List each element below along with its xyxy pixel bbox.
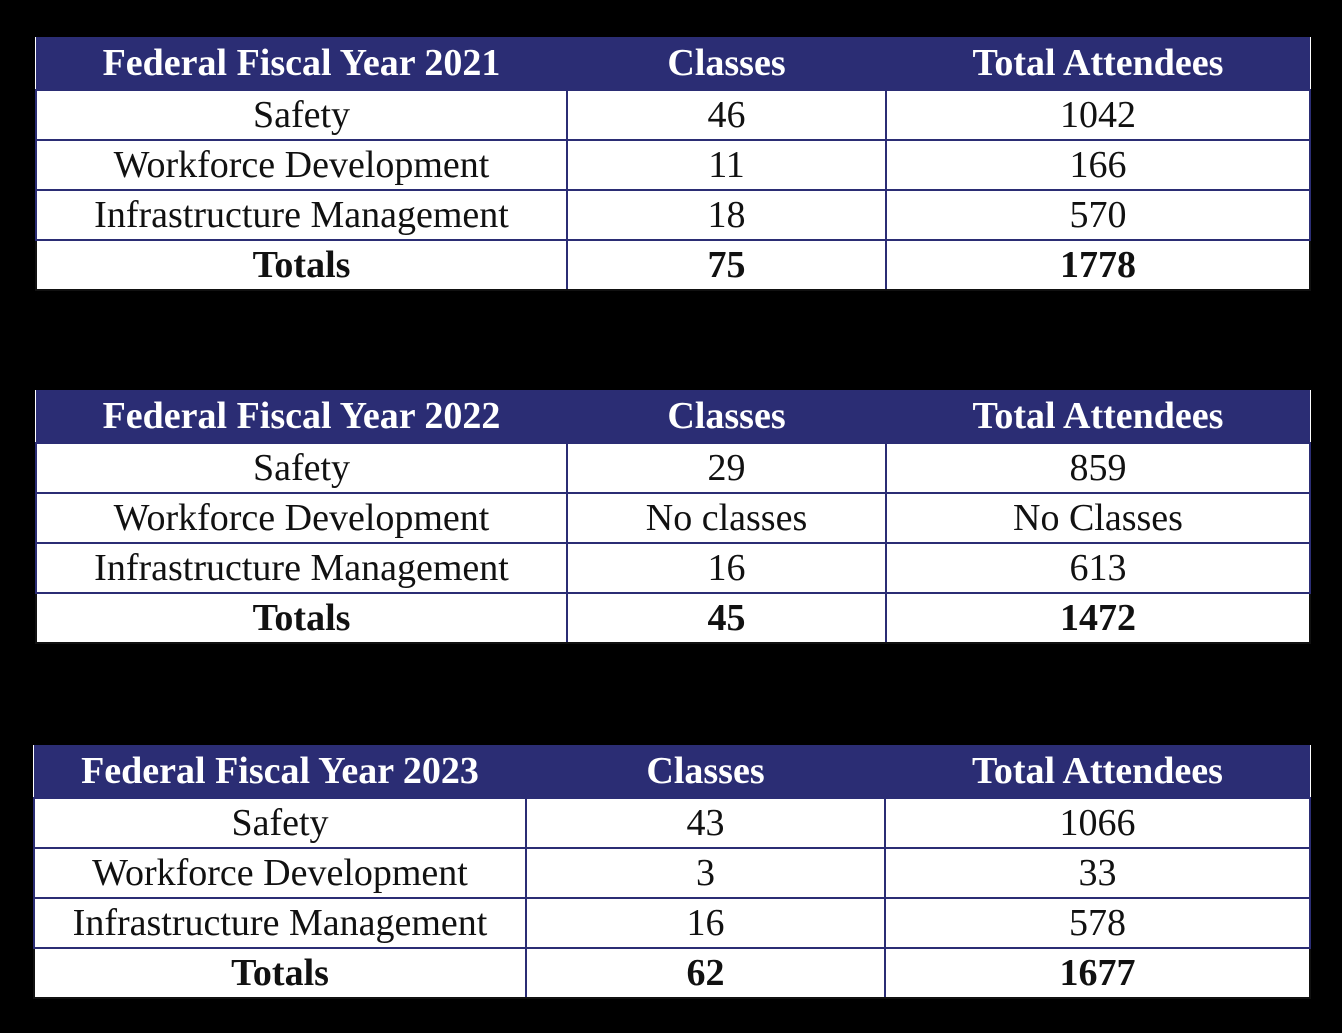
category-cell: Safety: [36, 90, 567, 140]
classes-cell: 16: [526, 898, 885, 948]
classes-header: Classes: [567, 390, 886, 443]
classes-header: Classes: [526, 745, 885, 798]
classes-header: Classes: [567, 37, 886, 90]
category-cell: Infrastructure Management: [36, 190, 567, 240]
table-header-row: [34, 745, 1310, 798]
attendees-cell: 166: [886, 140, 1310, 190]
total-attendees-header: Total Attendees: [886, 390, 1310, 443]
table-row: [36, 443, 1310, 493]
fiscal-year-header: Federal Fiscal Year 2021: [36, 37, 567, 90]
fiscal-year-2021-table: [35, 37, 1311, 291]
attendees-cell: No Classes: [886, 493, 1310, 543]
totals-label: Totals: [36, 593, 567, 643]
category-cell: Workforce Development: [34, 848, 526, 898]
totals-row: [36, 240, 1310, 290]
totals-classes: 45: [567, 593, 886, 643]
totals-row: [34, 948, 1310, 998]
classes-cell: 3: [526, 848, 885, 898]
totals-classes: 62: [526, 948, 885, 998]
table-row: [36, 543, 1310, 593]
category-cell: Safety: [34, 798, 526, 848]
table-row: [34, 898, 1310, 948]
attendees-cell: 613: [886, 543, 1310, 593]
classes-cell: No classes: [567, 493, 886, 543]
table-row: [36, 90, 1310, 140]
totals-attendees: 1778: [886, 240, 1310, 290]
table-row: [34, 798, 1310, 848]
attendees-cell: 1042: [886, 90, 1310, 140]
table-header-row: [36, 390, 1310, 443]
totals-row: [36, 593, 1310, 643]
table-row: [34, 848, 1310, 898]
attendees-cell: 1066: [885, 798, 1310, 848]
category-cell: Infrastructure Management: [34, 898, 526, 948]
attendees-cell: 570: [886, 190, 1310, 240]
fiscal-year-2023-table: [33, 745, 1311, 999]
totals-attendees: 1677: [885, 948, 1310, 998]
category-cell: Workforce Development: [36, 140, 567, 190]
total-attendees-header: Total Attendees: [886, 37, 1310, 90]
total-attendees-header: Total Attendees: [885, 745, 1310, 798]
totals-label: Totals: [34, 948, 526, 998]
table-row: [36, 190, 1310, 240]
totals-label: Totals: [36, 240, 567, 290]
attendees-cell: 859: [886, 443, 1310, 493]
category-cell: Workforce Development: [36, 493, 567, 543]
totals-attendees: 1472: [886, 593, 1310, 643]
classes-cell: 43: [526, 798, 885, 848]
fiscal-year-header: Federal Fiscal Year 2023: [34, 745, 526, 798]
attendees-cell: 578: [885, 898, 1310, 948]
classes-cell: 16: [567, 543, 886, 593]
classes-cell: 46: [567, 90, 886, 140]
classes-cell: 29: [567, 443, 886, 493]
classes-cell: 11: [567, 140, 886, 190]
category-cell: Safety: [36, 443, 567, 493]
table-row: [36, 493, 1310, 543]
table-row: [36, 140, 1310, 190]
attendees-cell: 33: [885, 848, 1310, 898]
table-header-row: [36, 37, 1310, 90]
classes-cell: 18: [567, 190, 886, 240]
fiscal-year-header: Federal Fiscal Year 2022: [36, 390, 567, 443]
category-cell: Infrastructure Management: [36, 543, 567, 593]
totals-classes: 75: [567, 240, 886, 290]
fiscal-year-2022-table: [35, 390, 1311, 644]
